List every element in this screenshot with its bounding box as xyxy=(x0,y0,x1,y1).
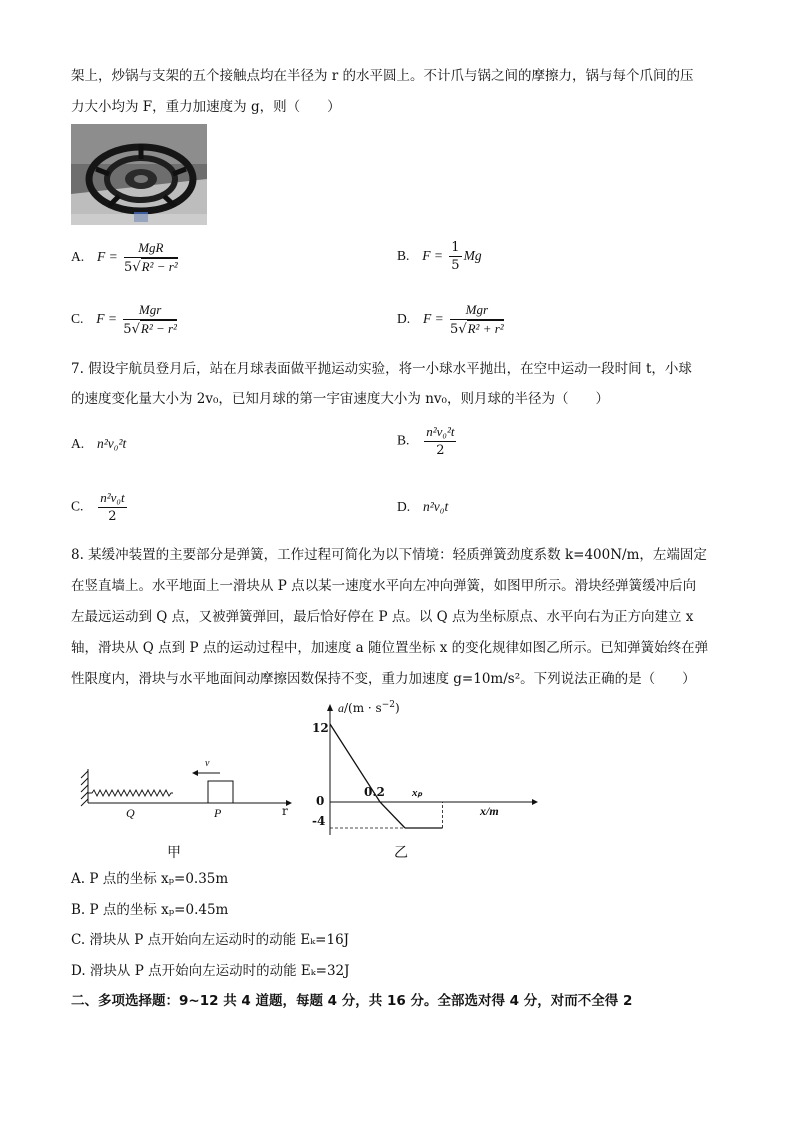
q8-line3: 左最远运动到 Q 点，又被弹簧弹回，最后恰好停在 P 点。以 Q 点为坐标原点、水平向右为正方向建立 x xyxy=(71,609,694,625)
tick-12: 12 xyxy=(312,721,329,735)
figure-jia-spring xyxy=(68,755,298,825)
figure-yi-graph xyxy=(300,695,550,840)
q6-line1: 架上，炒锅与支架的五个接触点均在半径为 r 的水平圆上。不计爪与锅之间的摩擦力，锅与每个爪间的压 xyxy=(71,68,694,84)
velocity-label: v xyxy=(205,758,210,769)
q6-line2: 力大小均为 F，重力加速度为 g，则（ ） xyxy=(71,99,341,115)
q7-line1: 7. 假设宇航员登月后，站在月球表面做平抛运动实验，将一小球水平抛出，在空中运动一段时间 t，小球 xyxy=(71,361,692,377)
q6-c-fraction: $\frac{\text{Mgr}}{\text{5√R² − r²}}$ xyxy=(123,302,177,337)
q8-line2: 在竖直墙上。水平地面上一滑块从 P 点以某一速度水平向左冲向弹簧，如图甲所示。滑块经弹簧缓冲后向 xyxy=(71,578,697,594)
jia-axis-label: r xyxy=(282,804,288,818)
q8-option-d: D. 滑块从 P 点开始向左运动时的动能 Eₖ=32J xyxy=(71,963,350,979)
p-point-label: P xyxy=(214,806,222,820)
q8-option-a: A. P 点的坐标 xₚ=0.35m xyxy=(71,871,229,887)
q6-b-fraction: $\frac{1}{5}$ xyxy=(451,240,460,273)
tick-0-2: 0.2 xyxy=(364,785,385,799)
q7-option-d: D. n²v₀t xyxy=(397,499,449,514)
a-x-series-0 xyxy=(330,724,405,828)
q8-line1: 8. 某缓冲装置的主要部分是弹簧，工作过程可简化为以下情境：轻质弹簧劲度系数 k=400N/m，左端固定 xyxy=(71,547,707,563)
q8-line5: 性限度内，滑块与水平地面间动摩擦因数保持不变，重力加速度 g=10m/s²。下列说法正确的是（ ） xyxy=(71,671,696,687)
q-point-label: Q xyxy=(126,806,135,820)
caption-yi: 乙 xyxy=(394,845,408,861)
tick-0: 0 xyxy=(316,794,325,808)
tick-minus4: -4 xyxy=(312,814,326,828)
stove-photo xyxy=(71,124,207,225)
q7-option-a: A. n²v₀²t xyxy=(71,436,127,451)
section-2-heading: 二、多项选择题：9~12 共 4 道题，每题 4 分，共 16 分。全部选对得 4 分，对而不全得 2 xyxy=(71,993,633,1009)
q6-option-d: D. F = $\frac{\text{Mgr}}{\text{5√R² + r²}}$ xyxy=(397,302,504,337)
slider-block xyxy=(208,781,233,803)
q6-option-b: B. F = $\frac{1}{5}$ Mg xyxy=(397,240,482,273)
q6-option-a: A. F = $\frac{\text{MgR}}{\text{5√R² − r²}}$ xyxy=(71,240,178,275)
spring xyxy=(88,790,173,796)
q6-a-fraction: $\frac{\text{MgR}}{\text{5√R² − r²}}$ xyxy=(124,240,178,275)
caption-jia: 甲 xyxy=(167,845,181,861)
q6-d-fraction: $\frac{\text{Mgr}}{\text{5√R² + r²}}$ xyxy=(450,302,504,337)
q8-option-c: C. 滑块从 P 点开始向左运动时的动能 Eₖ=16J xyxy=(71,932,350,948)
q7-option-c: C. $\frac{\text{n²v₀t}}{2}$ xyxy=(71,490,125,524)
x-axis-label: x/m xyxy=(480,804,499,818)
q7-option-b: B. $\frac{\text{n²v₀²t}}{2}$ xyxy=(397,424,455,458)
q8-line4: 轴，滑块从 Q 点到 P 点的运动过程中，加速度 a 随位置坐标 x 的变化规律如图乙所示。已知弹簧始终在弹 xyxy=(71,640,709,656)
tick-xp: xₚ xyxy=(412,787,423,799)
y-axis-label: $a/(m \cdot s^{-2})$ xyxy=(338,700,400,715)
q7-line2: 的速度变化量大小为 2v₀，已知月球的第一宇宙速度大小为 nv₀，则月球的半径为（ ） xyxy=(71,391,609,407)
q6-option-c: C. F = $\frac{\text{Mgr}}{\text{5√R² − r²}}$ xyxy=(71,302,177,337)
q8-option-b: B. P 点的坐标 xₚ=0.45m xyxy=(71,902,229,918)
wall xyxy=(81,769,88,806)
